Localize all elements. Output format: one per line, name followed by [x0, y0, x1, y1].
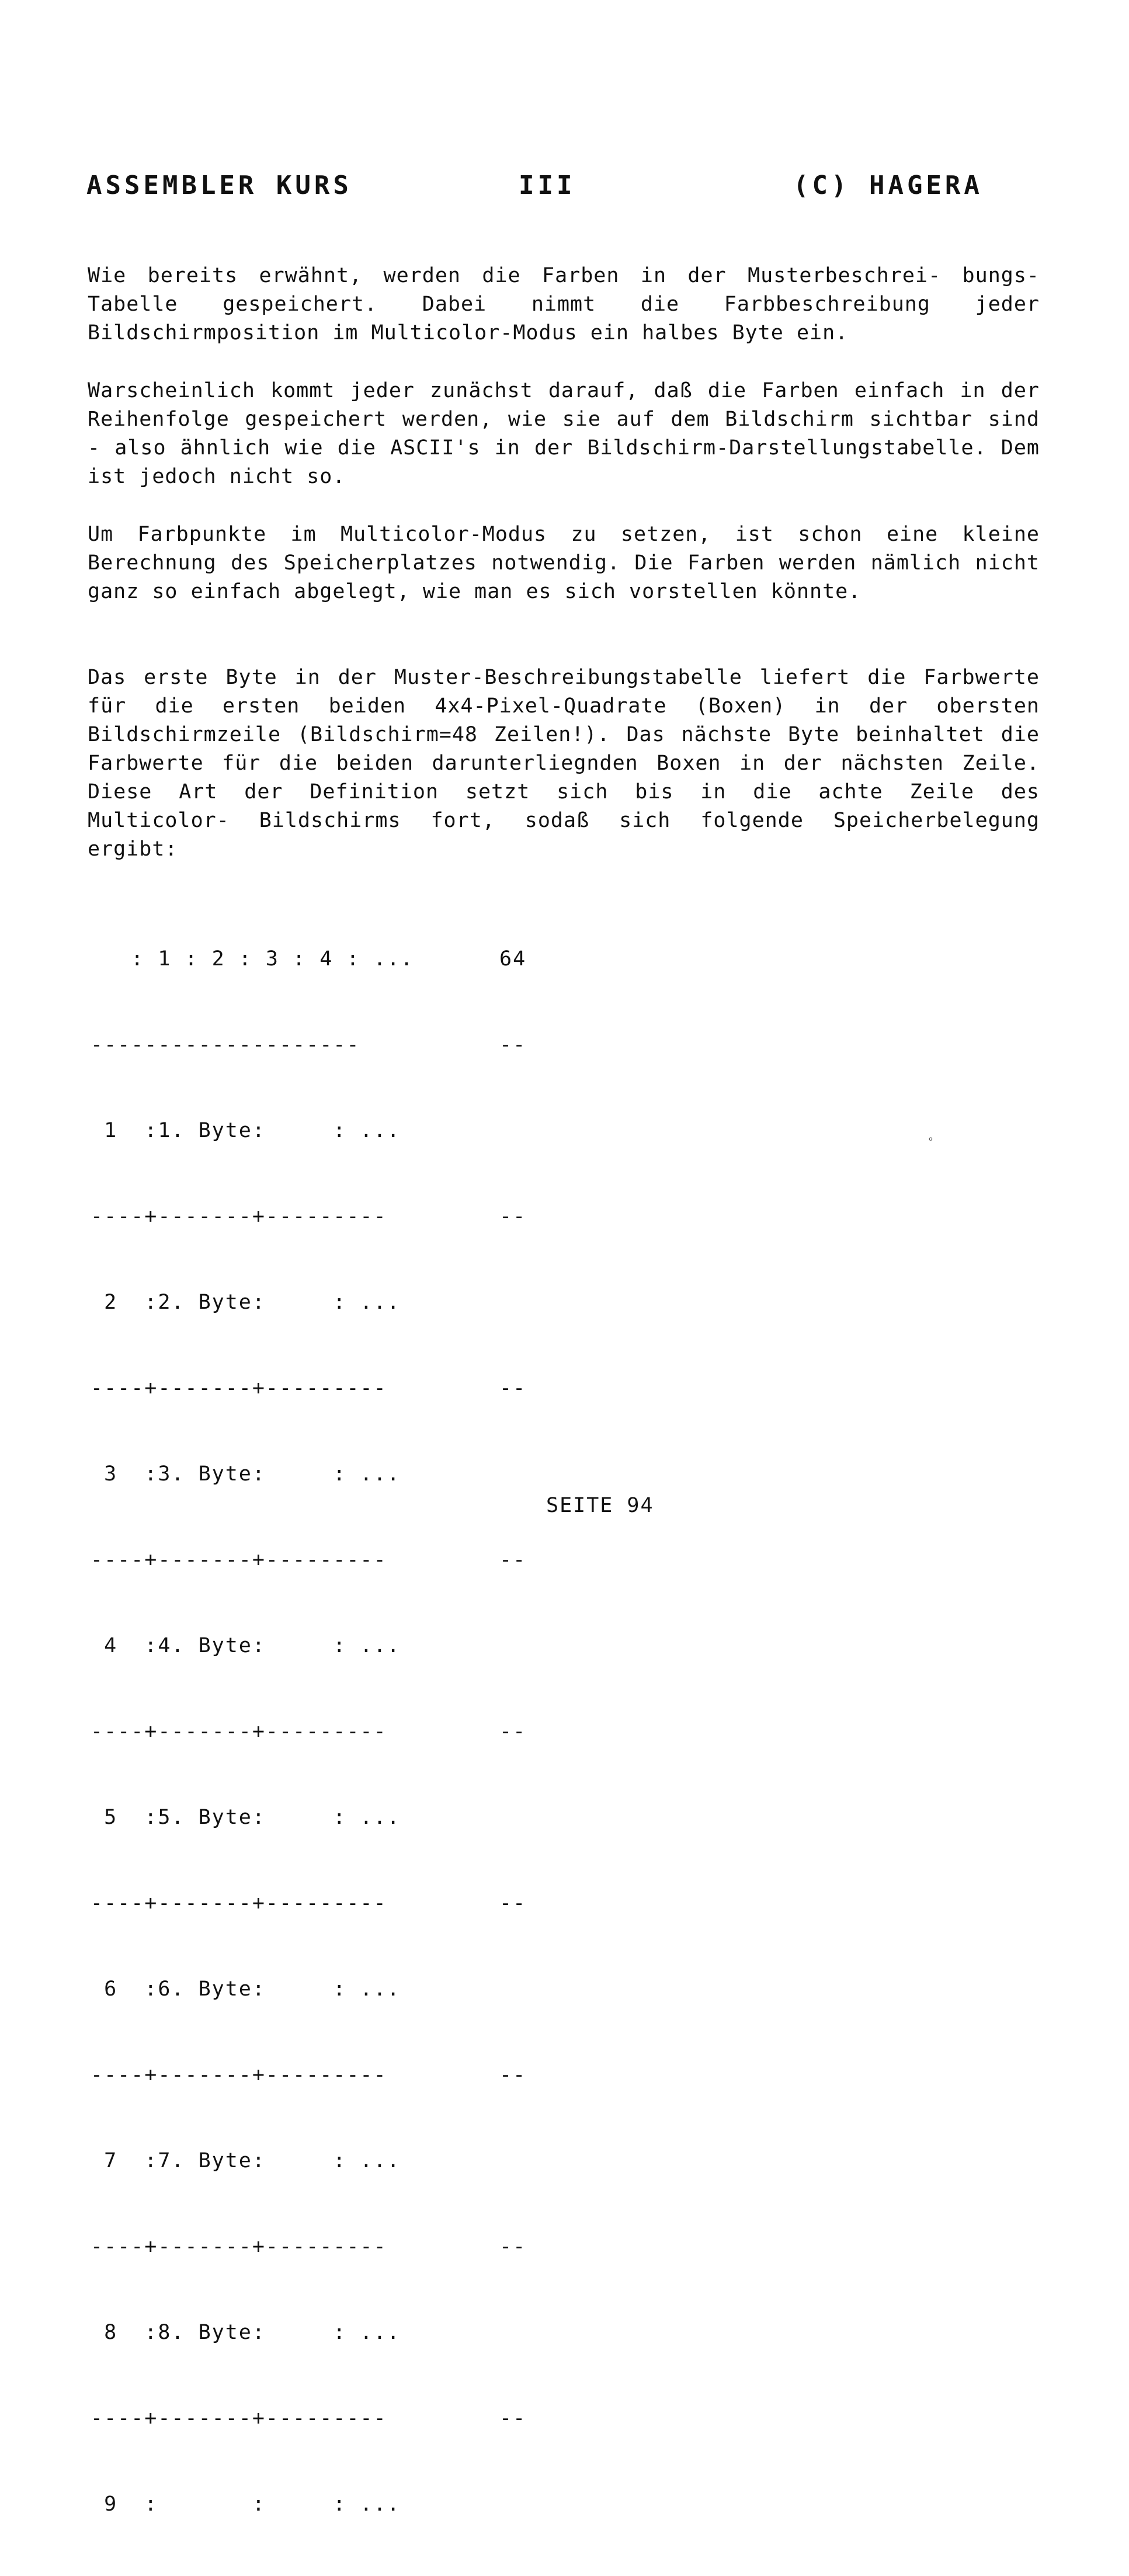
- table-line: [91, 1460, 558, 1489]
- table-line-left: --------------------: [91, 1033, 360, 1056]
- table-line: [91, 1718, 558, 1746]
- table-line-right: --: [499, 1720, 527, 1743]
- memory-layout-table: [91, 888, 558, 2576]
- table-line: [91, 1117, 558, 1145]
- header-part-number: III: [519, 171, 576, 200]
- table-line: [91, 1632, 558, 1660]
- table-line-left: 5 :5. Byte: : ...: [91, 1806, 401, 1829]
- table-line-left: ----+-------+---------: [91, 2407, 387, 2430]
- table-line: [91, 1975, 558, 2004]
- table-line: [91, 945, 558, 974]
- table-line: [91, 2061, 558, 2090]
- page-number: SEITE 94: [546, 1494, 654, 1517]
- table-line: [91, 1889, 558, 1918]
- table-line-left: 4 :4. Byte: : ...: [91, 1634, 401, 1657]
- table-line-left: 7 :7. Byte: : ...: [91, 2149, 401, 2172]
- table-line-right: --: [499, 1548, 527, 1572]
- table-line-left: ----+-------+---------: [91, 2063, 387, 2087]
- table-line-right: --: [499, 1033, 527, 1056]
- table-line: [91, 2404, 558, 2433]
- table-line-right: --: [499, 1376, 527, 1400]
- table-line-right: --: [499, 2407, 527, 2430]
- page-header: [86, 171, 998, 211]
- table-line-left: 8 :8. Byte: : ...: [91, 2321, 401, 2344]
- stray-mark: ∘: [927, 1133, 934, 1145]
- table-line: [91, 1202, 558, 1231]
- table-line: [91, 2490, 558, 2519]
- paragraph-2: Warscheinlich kommt jeder zunächst darauf, daß die Farben einfach in der Reihenfolge gespeichert werden, wie sie auf dem Bildschirm sichtbar sind - also ähnlich wie die ASCII's in der Bildschirm-Darstellungstabelle. Dem ist jedoch nicht so.: [88, 379, 1040, 488]
- table-line-left: 9 : : : ...: [91, 2492, 401, 2516]
- table-line-left: ----+-------+---------: [91, 1720, 387, 1743]
- table-line-left: ----+-------+---------: [91, 1205, 387, 1228]
- paragraph-4: Das erste Byte in der Muster-Beschreibungstabelle liefert die Farbwerte für die ersten beiden 4x4-Pixel-Quadrate (Boxen) in der obersten Bildschirmzeile (Bildschirm=48 Zeilen!). Das nächste Byte beinhaltet die Farbwerte für die beiden darunterliegnden Boxen in der nächsten Zeile. Diese Art der Definition setzt sich bis in die achte Zeile des Multicolor- Bildschirms fort, sodaß sich folgende Speicherbelegung ergibt:: [88, 666, 1040, 861]
- table-line-left: ----+-------+---------: [91, 1892, 387, 1915]
- table-line-left: ----+-------+---------: [91, 1548, 387, 1572]
- table-line-left: 6 :6. Byte: : ...: [91, 1977, 401, 2001]
- table-line: [91, 1031, 558, 1059]
- table-line: [91, 2318, 558, 2347]
- table-line-right: --: [499, 1205, 527, 1228]
- header-title: ASSEMBLER KURS: [86, 171, 352, 200]
- paragraph-3: Um Farbpunkte im Multicolor-Modus zu setzen, ist schon eine kleine Berechnung des Speicherplatzes notwendig. Die Farben werden nämlich nicht ganz so einfach abgelegt, wie man es sich vorstellen könnte.: [88, 523, 1040, 603]
- table-line-right: --: [499, 1892, 527, 1915]
- table-line-left: 1 :1. Byte: : ...: [91, 1119, 401, 1142]
- table-line-right: --: [499, 2063, 527, 2087]
- table-line: [91, 1288, 558, 1317]
- table-line-right: --: [499, 2235, 527, 2258]
- header-copyright: (C) HAGERA: [793, 171, 983, 200]
- table-line-left: ----+-------+---------: [91, 2235, 387, 2258]
- table-line: [91, 2233, 558, 2261]
- table-line-left: 3 :3. Byte: : ...: [91, 1462, 401, 1486]
- table-line-right: 64: [499, 947, 527, 971]
- table-line-left: ----+-------+---------: [91, 1376, 387, 1400]
- table-line-left: 2 :2. Byte: : ...: [91, 1291, 401, 1314]
- table-line-left: : 1 : 2 : 3 : 4 : ...: [91, 947, 414, 971]
- table-line: [91, 1546, 558, 1574]
- table-line: [91, 1374, 558, 1403]
- table-line: [91, 1803, 558, 1832]
- paragraph-1: Wie bereits erwähnt, werden die Farben in der Musterbeschrei- bungs-Tabelle gespeichert. Dabei nimmt die Farbbeschreibung jeder Bildschirmposition im Multicolor-Modus ein halbes Byte ein.: [88, 264, 1040, 345]
- table-line: [91, 2147, 558, 2175]
